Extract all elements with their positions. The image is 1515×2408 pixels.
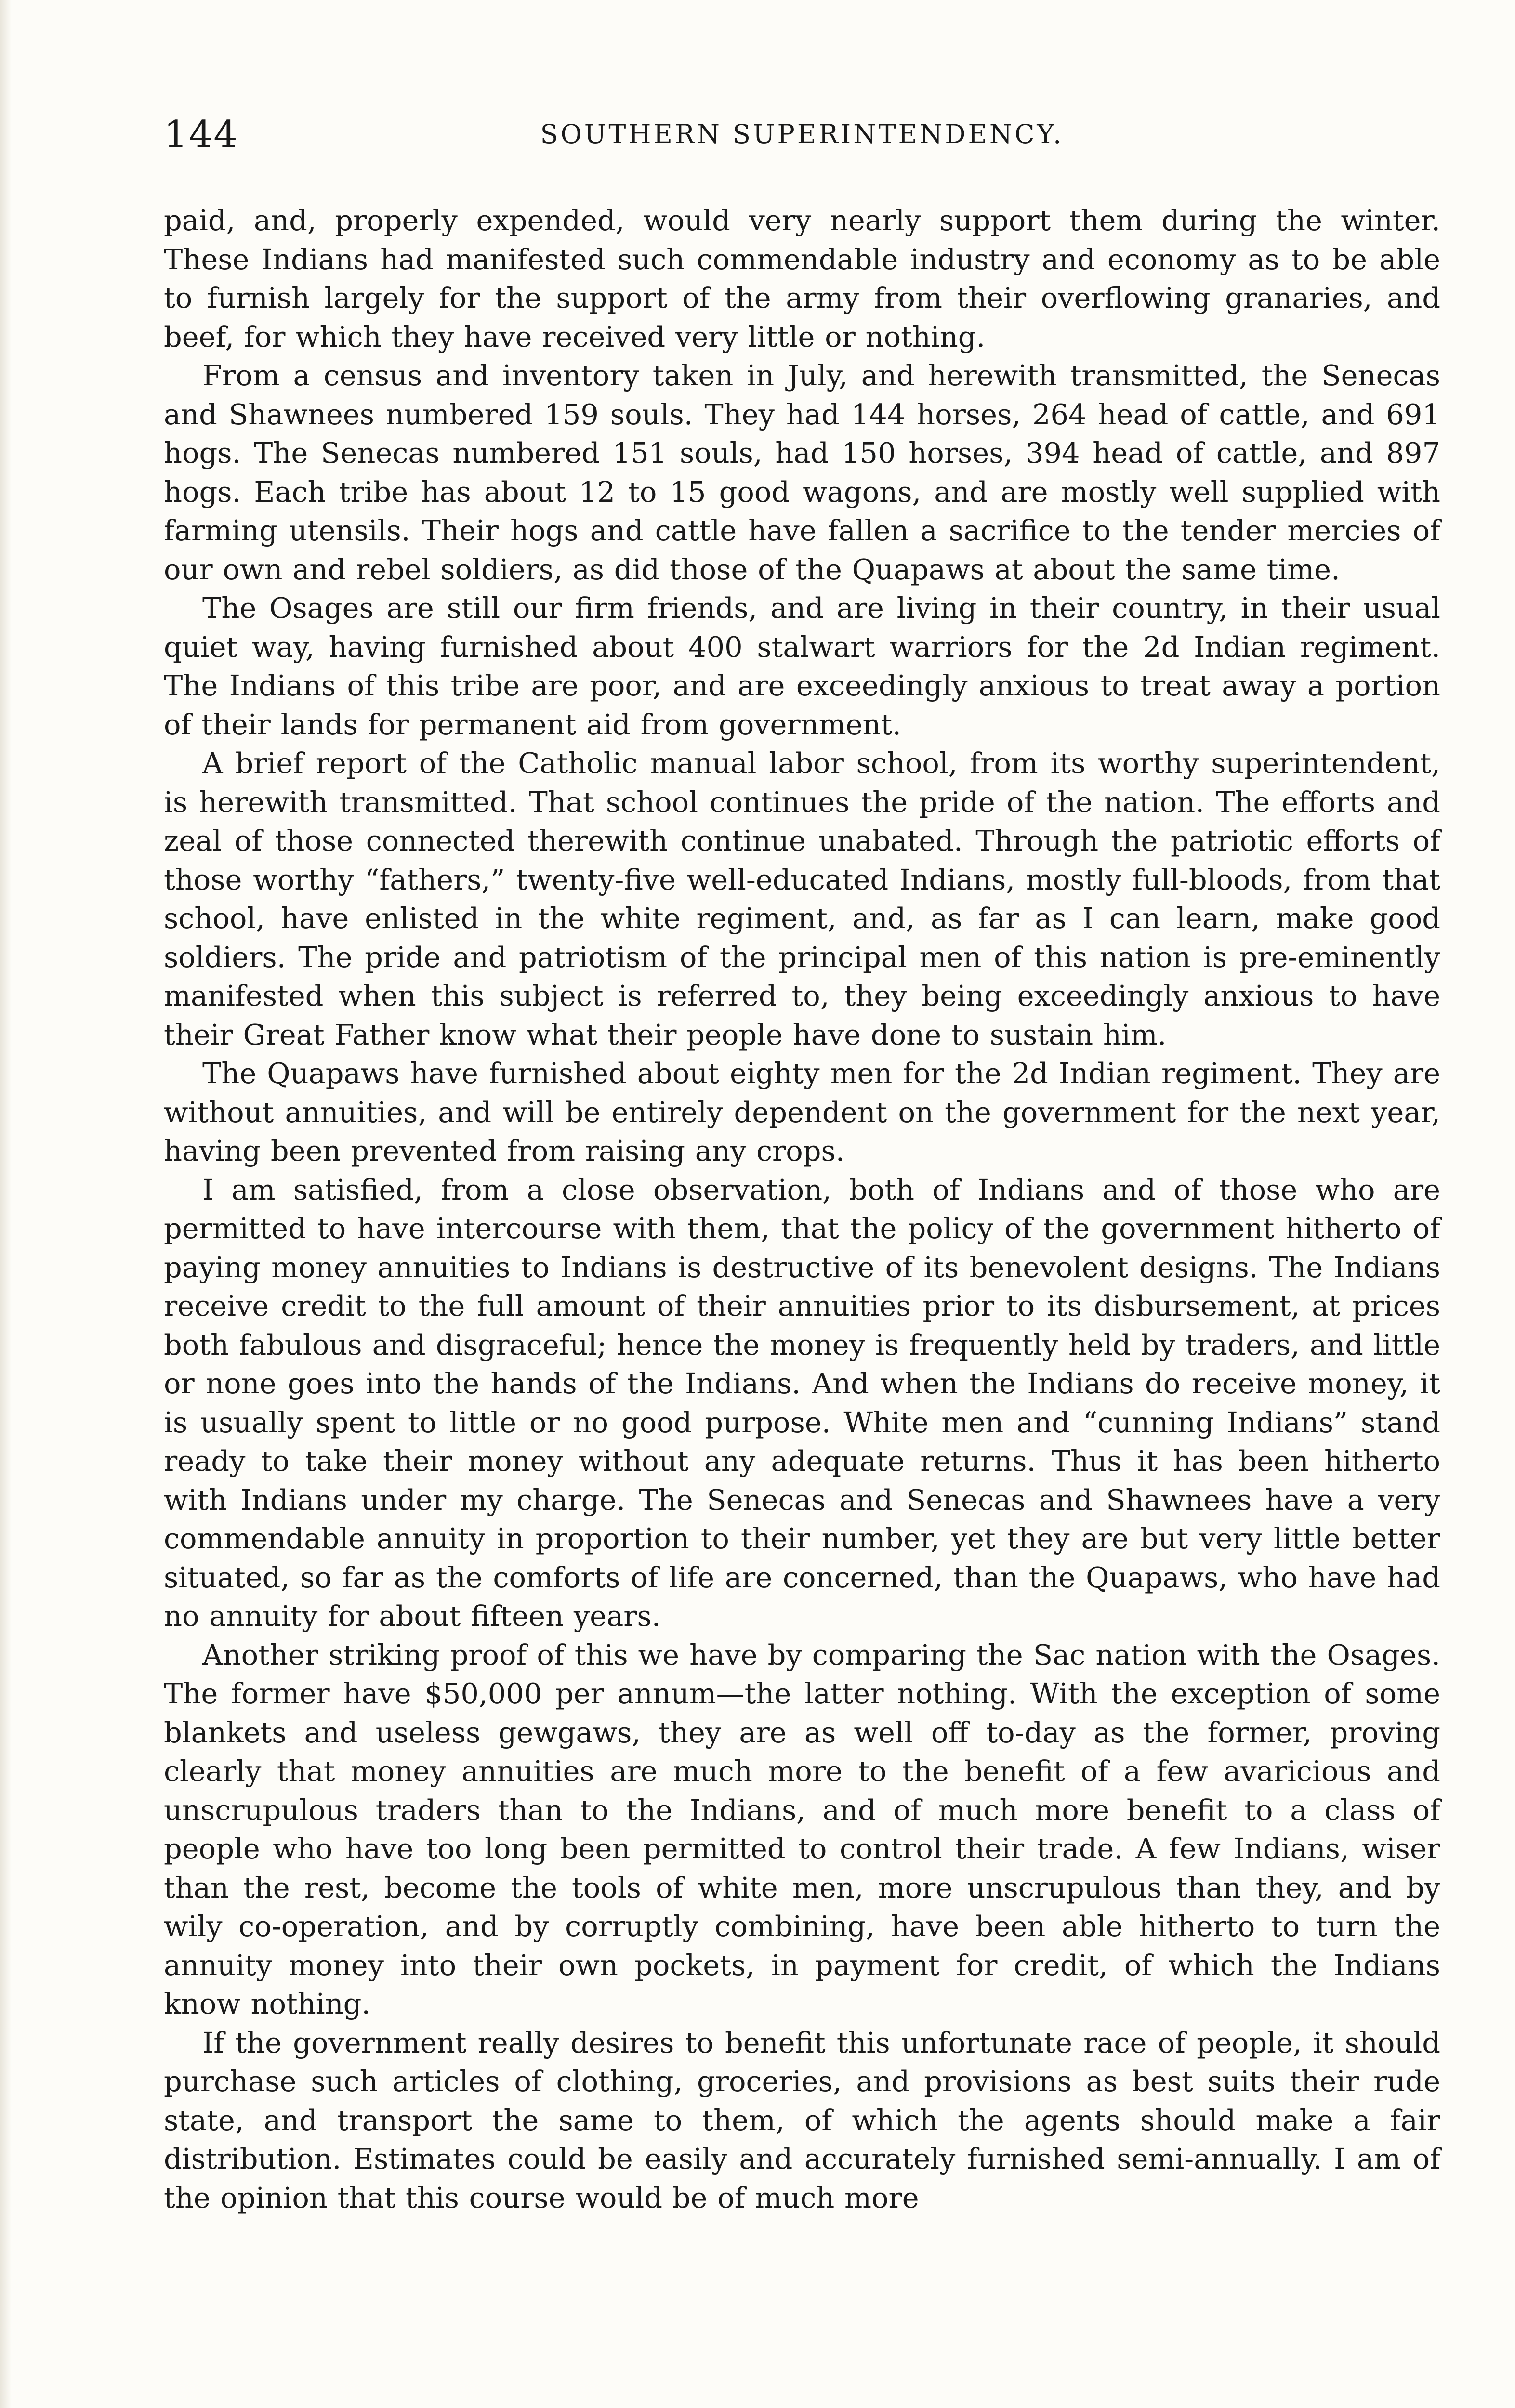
page-number: 144 [164,113,238,157]
page-header [164,113,1440,166]
paragraph-government-purchase: If the government really desires to benefit this unfortunate race of people, it should purchase such articles of clothing, groceries, and provisions as best suits their rude state, and transport the same to them, of which the agents should make a fair distribution. Estimates could be easily and accurately furnished semi-annually. I am of the opinion that this course would be of much more [164,2026,1440,2214]
paragraph-osages: The Osages are still our firm friends, and are living in their country, in their usual quiet way, having furnished about 400 stalwart warriors for the 2d Indian regiment. The Indians of this tribe are poor, and are exceedingly anxious to treat away a portion of their lands for permanent aid from government. [164,591,1440,741]
running-head: SOUTHERN SUPERINTENDENCY. [540,119,1064,149]
paragraph-annuities-policy: I am satisfied, from a close observation, both of Indians and of those who are permitted to have intercourse with them, that the policy of the government hitherto of paying money annuities to Indians is destructive of its benevolent designs. The Indians receive credit to the full amount of their annuities prior to its disbursement, at prices both fabulous and disgraceful; hence the money is frequently held by traders, and little or none goes into the hands of the Indians. And when the Indians do receive money, it is usually spent to little or no good purpose. White men and “cunning Indians” stand ready to take their money without any adequate returns. Thus it has been hitherto with Indians under my charge. The Senecas and Senecas and Shawnees have a very commendable annuity in proportion to their number, yet they are but very little better situated, so far as the comforts of life are concerned, than the Quapaws, who have had no annuity for about fifteen years. [164,1173,1440,1633]
paragraph-census: From a census and inventory taken in July, and herewith transmitted, the Senecas and Shawnees numbered 159 souls. They had 144 horses, 264 head of cattle, and 691 hogs. The Senecas numbered 151 souls, had 150 horses, 394 head of cattle, and 897 hogs. Each tribe has about 12 to 15 good wagons, and are mostly well supplied with farming utensils. Their hogs and cattle have fallen a sacrifice to the tender mercies of our own and rebel soldiers, as did those of the Quapaws at about the same time. [164,359,1440,586]
paragraph-quapaws: The Quapaws have furnished about eighty men for the 2d Indian regiment. They are without annuities, and will be entirely dependent on the government for the next year, having been prevented from raising any crops. [164,1057,1440,1167]
paragraph-sac-osages-comparison: Another striking proof of this we have by comparing the Sac nation with the Osages. The former have $50,000 per annum—the latter nothing. With the exception of some blankets and useless gewgaws, they are as well off to-day as the former, proving clearly that money annuities are much more to the benefit of a few avaricious and unscrupulous traders than to the Indians, and of much more benefit to a class of people who have too long been permitted to control their trade. A few Indians, wiser than the rest, become the tools of white men, more unscrupulous than they, and by wily co-operation, and by corruptly combining, have been able hitherto to turn the annuity money into their own pockets, in payment for credit, of which the Indians know nothing. [164,1638,1440,2020]
scan-left-edge [0,0,12,2408]
paragraph-catholic-school: A brief report of the Catholic manual labor school, from its worthy superintendent, is herewith transmitted. That school continues the pride of the nation. The efforts and zeal of those connected therewith continue unabated. Through the patriotic efforts of those worthy “fathers,” twenty-five well-educated Indians, mostly full-bloods, from that school, have enlisted in the white regiment, and, as far as I can learn, make good soldiers. The pride and patriotism of the principal men of this nation is pre-eminently manifested when this subject is referred to, they being exceedingly anxious to have their Great Father know what their people have done to sustain him. [164,746,1440,1051]
body-text [164,201,1440,2217]
paragraph-continuation: paid, and, properly expended, would very nearly support them during the winter. These Indians had manifested such commendable industry and economy as to be able to furnish largely for the support of the army from their overflowing granaries, and beef, for which they have received very little or nothing. [164,204,1440,353]
